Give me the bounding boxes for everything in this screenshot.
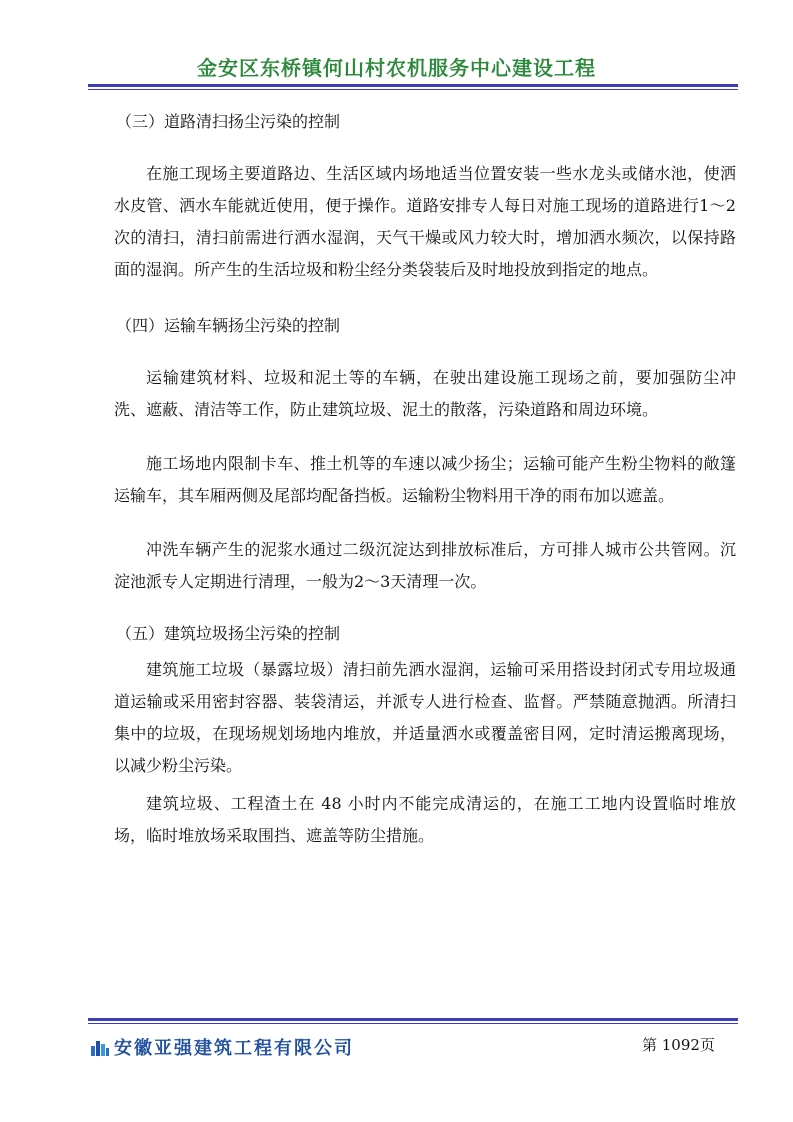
paragraph: 冲洗车辆产生的泥浆水通过二级沉淀达到排放标准后，方可排人城市公共管网。沉淀池派专人定期进行清理，一般为2～3天清理一次。 [114,540,736,591]
paragraph: 在施工现场主要道路边、生活区域内场地适当位置安装一些水龙头或储水池，使洒水皮管、洒水车能就近使用，便于操作。道路安排专人每日对施工现场的道路进行1～2次的清扫，清扫前需进行洒水湿润，天气干燥或风力较大时，增加洒水频次，以保持路面的湿润。所产生的生活垃圾和粉尘经分类袋装后及时地投放到指定的地点。 [114,164,736,279]
section-heading: （五）建筑垃圾扬尘污染的控制 [116,624,341,643]
section-heading: （三）道路清扫扬尘污染的控制 [116,112,341,131]
paragraph: 运输建筑材料、垃圾和泥土等的车辆，在驶出建设施工现场之前，要加强防尘冲洗、遮蔽、清洁等工作，防止建筑垃圾、泥土的散落，污染道路和周边环境。 [114,368,736,419]
paragraph: 建筑垃圾、工程渣土在 48 小时内不能完成清运的，在施工工地内设置临时堆放场，临时堆放场采取围挡、遮盖等防尘措施。 [114,794,736,845]
paragraph: 建筑施工垃圾（暴露垃圾）清扫前先洒水湿润，运输可采用搭设封闭式专用垃圾通道运输或采用密封容器、装袋清运，并派专人进行检查、监督。严禁随意抛洒。所清扫集中的垃圾，在现场规划场地内堆放，并适量洒水或覆盖密目网，定时清运搬离现场，以减少粉尘污染。 [114,660,736,775]
header-rule-thick [88,84,738,87]
footer-rule-thick [88,1018,738,1021]
document-body [114,106,736,852]
footer-company [90,1034,354,1060]
header-rule-thin [88,89,738,90]
page-number: 第 1092页 [642,1036,715,1054]
company-name: 安徽亚强建筑工程有限公司 [114,1038,354,1059]
footer-rule-thin [88,1023,738,1024]
page-header-title: 金安区东桥镇何山村农机服务中心建设工程 [197,56,596,80]
company-logo-icon [90,1037,110,1057]
section-heading: （四）运输车辆扬尘污染的控制 [116,316,341,335]
paragraph: 施工场地内限制卡车、推土机等的车速以减少扬尘；运输可能产生粉尘物料的敞篷运输车，其车厢两侧及尾部均配备挡板。运输粉尘物料用干净的雨布加以遮盖。 [114,454,736,505]
